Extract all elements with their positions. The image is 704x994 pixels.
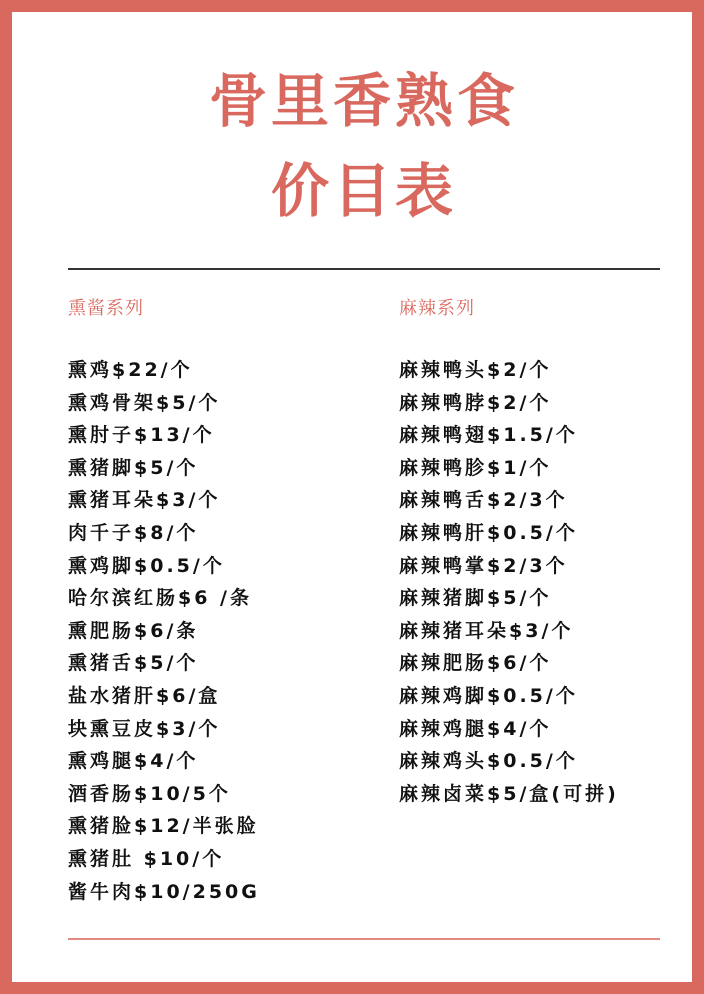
left-column <box>68 298 260 908</box>
right-item: 麻辣鸡腿$4/个 <box>399 717 552 740</box>
left-item: 熏肘子$13/个 <box>68 424 215 447</box>
top-divider <box>68 268 660 270</box>
left-item: 熏鸡脚$0.5/个 <box>68 554 225 577</box>
right-column <box>399 298 619 810</box>
left-item: 哈尔滨红肠$6 /条 <box>68 587 252 610</box>
right-item: 麻辣猪耳朵$3/个 <box>399 619 574 642</box>
right-item: 麻辣鸡脚$0.5/个 <box>399 684 578 707</box>
right-column-heading: 麻辣系列 <box>399 298 475 319</box>
left-item: 熏猪耳朵$3/个 <box>68 489 221 512</box>
left-item: 熏猪脚$5/个 <box>68 456 199 479</box>
left-item: 肉千子$8/个 <box>68 521 199 544</box>
left-item: 熏鸡腿$4/个 <box>68 750 199 773</box>
right-item: 麻辣鸭肝$0.5/个 <box>399 521 578 544</box>
right-item: 麻辣肥肠$6/个 <box>399 652 552 675</box>
left-item: 熏肥肠$6/条 <box>68 619 199 642</box>
right-item: 麻辣鸡头$0.5/个 <box>399 750 578 773</box>
title-line-1: 骨里香熟食 <box>208 67 519 135</box>
left-item: 盐水猪肝$6/盒 <box>68 684 221 707</box>
left-item: 熏鸡$22/个 <box>68 359 193 381</box>
right-item: 麻辣鸭掌$2/3个 <box>399 554 568 577</box>
title-line-2: 价目表 <box>270 157 457 225</box>
right-item: 麻辣鸭翅$1.5/个 <box>399 424 578 447</box>
left-column-heading: 熏酱系列 <box>68 298 144 319</box>
right-item: 麻辣卤菜$5/盒(可拼) <box>399 782 619 805</box>
left-item: 熏猪肚 $10/个 <box>68 847 225 870</box>
right-item: 麻辣鸭舌$2/3个 <box>399 489 568 512</box>
left-item: 熏鸡骨架$5/个 <box>68 391 221 414</box>
right-item: 麻辣鸭脖$2/个 <box>399 391 552 414</box>
right-item: 麻辣鸭胗$1/个 <box>399 456 552 479</box>
left-item: 酱牛肉$10/250G <box>68 880 260 903</box>
left-item: 熏猪舌$5/个 <box>68 652 199 675</box>
left-item: 块熏豆皮$3/个 <box>68 717 221 740</box>
left-item: 熏猪脸$12/半张脸 <box>68 815 259 838</box>
right-item: 麻辣鸭头$2/个 <box>399 359 552 381</box>
bottom-divider <box>68 938 660 940</box>
left-item: 酒香肠$10/5个 <box>68 782 231 805</box>
right-item: 麻辣猪脚$5/个 <box>399 587 552 610</box>
